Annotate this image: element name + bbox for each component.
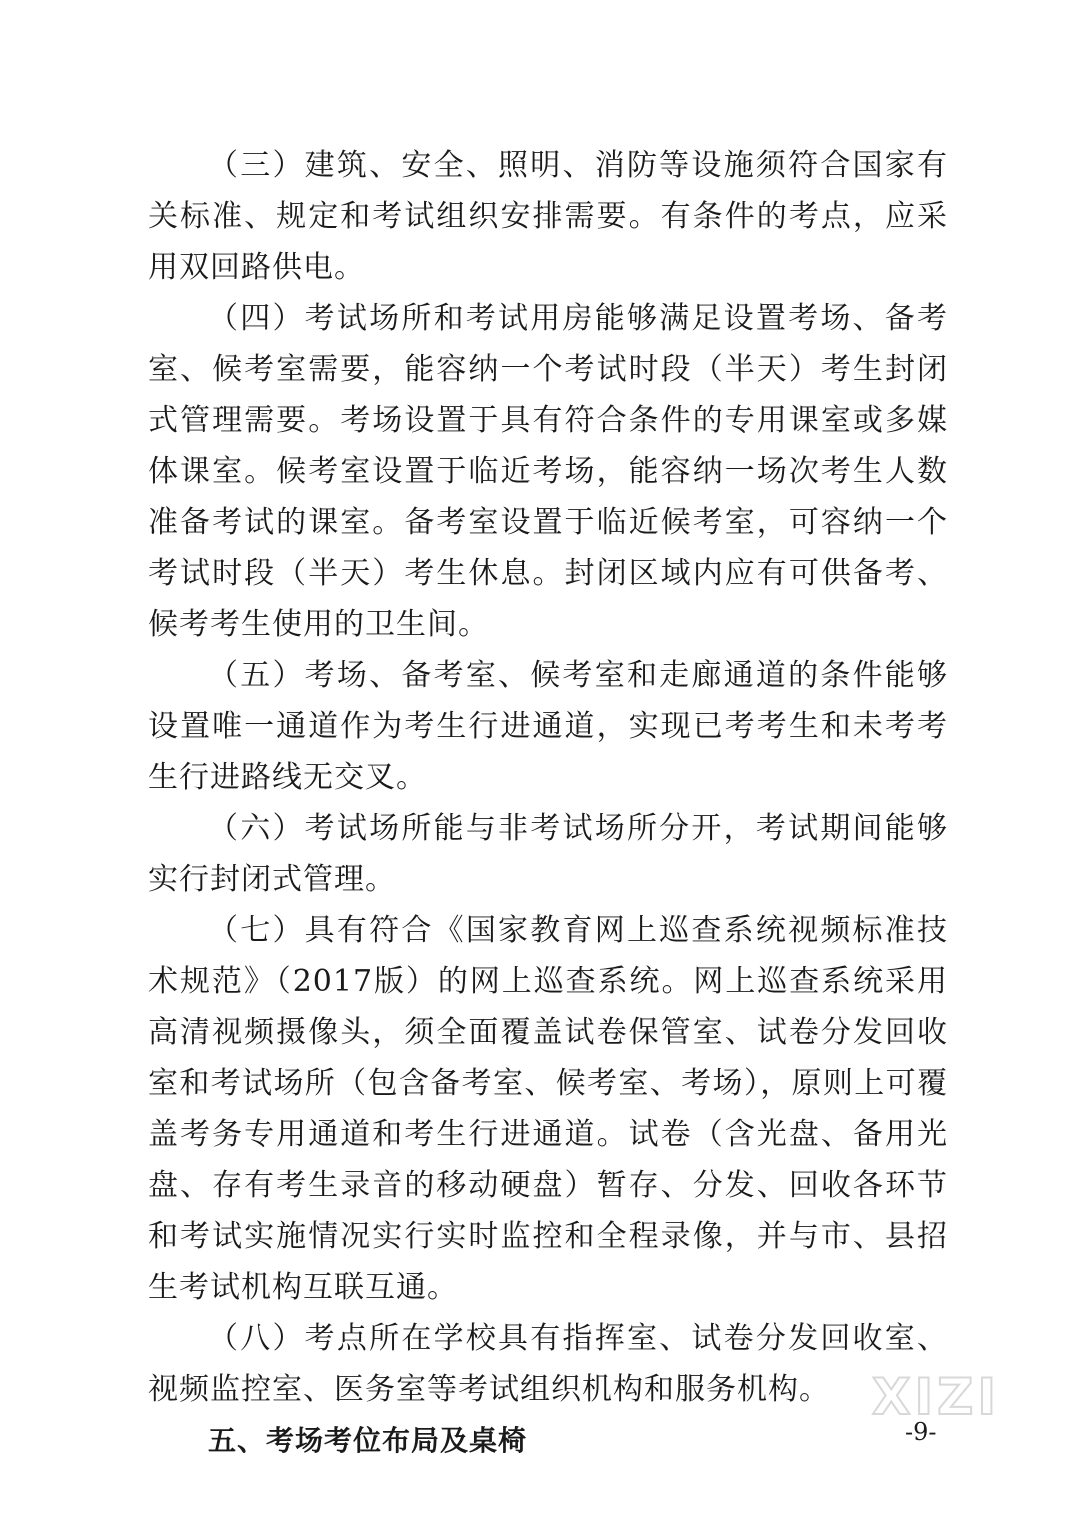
paragraph-5: （五）考场、备考室、候考室和走廊通道的条件能够设置唯一通道作为考生行进通道，实现已考考生和未考考生行进路线无交叉。 [148,658,948,795]
paragraph-7: （七）具有符合《国家教育网上巡查系统视频标准技术规范》（2017版）的网上巡查系统。网上巡查系统采用高清视频摄像头，须全面覆盖试卷保管室、试卷分发回收室和考试场所（包含备考室、候考室、考场），原则上可覆盖考务专用通道和考生行进通道。试卷（含光盘、备用光盘、存有考生录音的移动硬盘）暂存、分发、回收各环节和考试实施情况实行实时监控和全程录像，并与市、县招生考试机构互联互通。 [148,913,948,1305]
body-text [148,140,948,1466]
paragraph-3: （三）建筑、安全、照明、消防等设施须符合国家有关标准、规定和考试组织安排需要。有条件的考点，应采用双回路供电。 [148,148,948,285]
paragraph-8: （八）考点所在学校具有指挥室、试卷分发回收室、视频监控室、医务室等考试组织机构和服务机构。 [148,1321,948,1407]
section-heading: 五、考场考位布局及桌椅 [208,1424,528,1457]
page-number: -9- [905,1418,937,1446]
paragraph-4: （四）考试场所和考试用房能够满足设置考场、备考室、候考室需要，能容纳一个考试时段（半天）考生封闭式管理需要。考场设置于具有符合条件的专用课室或多媒体课室。候考室设置于临近考场，能容纳一场次考生人数准备考试的课室。备考室设置于临近候考室，可容纳一个考试时段（半天）考生休息。封闭区域内应有可供备考、候考考生使用的卫生间。 [148,301,948,642]
watermark-logo: XIZI [872,1368,1001,1426]
paragraph-6: （六）考试场所能与非考试场所分开，考试期间能够实行封闭式管理。 [148,811,948,897]
